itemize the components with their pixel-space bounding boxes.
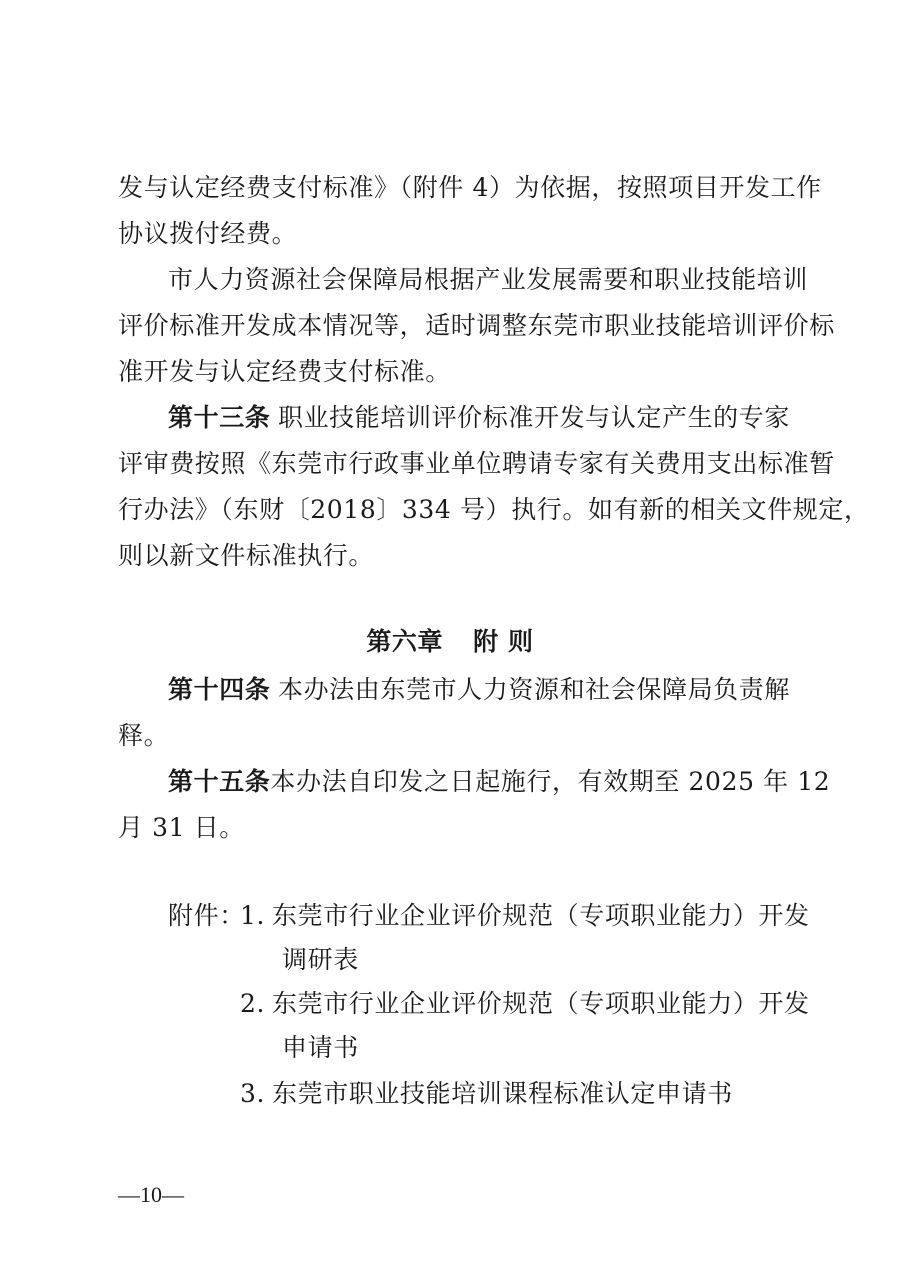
paragraph-line: 评审费按照《东莞市行政事业单位聘请专家有关费用支出标准暂 xyxy=(118,449,835,478)
article-14-label: 第十四条 xyxy=(168,675,271,704)
paragraph-line: 月 31 日。 xyxy=(118,813,245,842)
article-15-first-line xyxy=(168,764,831,800)
paragraph-line: 市人力资源社会保障局根据产业发展需要和职业技能培训 xyxy=(168,265,809,294)
article-15-label: 第十五条 xyxy=(168,767,271,796)
paragraph-line: 释。 xyxy=(118,721,170,750)
attachment-item-2: 东莞市行业企业评价规范（专项职业能力）开发 xyxy=(272,989,810,1018)
chapter-title: 第六章 xyxy=(366,627,444,656)
paragraph-line: 准开发与认定经费支付标准。 xyxy=(118,357,451,386)
chapter-heading xyxy=(0,624,900,660)
paragraph-line: 评价标准开发成本情况等，适时调整东莞市职业技能培训评价标 xyxy=(118,311,835,340)
chapter-subtitle: 附 则 xyxy=(473,627,534,656)
paragraph-line: 行办法》（东财〔2018〕334 号）执行。如有新的相关文件规定， xyxy=(118,495,870,524)
attachment-number: 1. xyxy=(240,901,266,930)
article-14-text: 本办法由东莞市人力资源和社会保障局负责解 xyxy=(277,675,790,704)
paragraph-line: 协议拨付经费。 xyxy=(118,219,298,248)
article-15-text: 本办法自印发之日起施行，有效期至 2025 年 12 xyxy=(270,767,831,796)
article-14-first-line xyxy=(168,672,790,708)
attachment-item-3: 东莞市职业技能培训课程标准认定申请书 xyxy=(272,1079,733,1108)
attachment-item-1: 东莞市行业企业评价规范（专项职业能力）开发 xyxy=(272,901,810,930)
article-13-first-line xyxy=(168,400,790,436)
attachment-item-1-cont: 调研表 xyxy=(282,945,359,974)
attachment-item-2-cont: 申请书 xyxy=(282,1033,359,1062)
paragraph-line: 则以新文件标准执行。 xyxy=(118,541,375,570)
attachment-number: 3. xyxy=(240,1079,266,1108)
article-13-label: 第十三条 xyxy=(168,403,271,432)
attachments-label: 附件： xyxy=(168,901,245,930)
attachment-number: 2. xyxy=(240,989,266,1018)
page-number: —10— xyxy=(118,1182,184,1207)
article-13-text: 职业技能培训评价标准开发与认定产生的专家 xyxy=(277,403,790,432)
paragraph-line: 发与认定经费支付标准》（附件 4）为依据，按照项目开发工作 xyxy=(118,173,822,202)
